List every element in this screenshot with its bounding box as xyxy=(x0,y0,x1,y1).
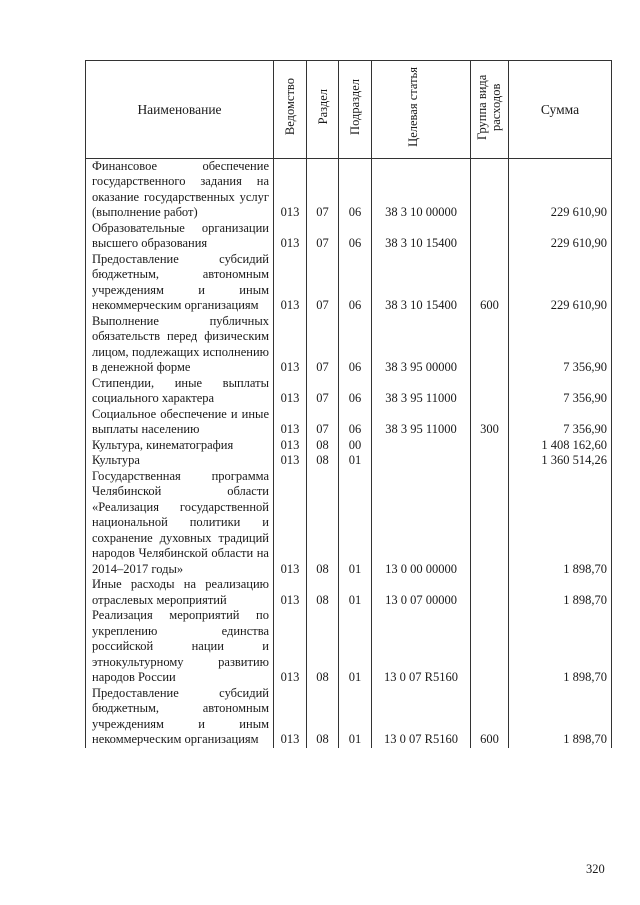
row-razdel: 07 xyxy=(307,252,339,314)
table-row xyxy=(86,314,612,376)
row-gruppa xyxy=(471,577,509,608)
header-podrazdel: Подраздел xyxy=(339,61,372,159)
row-gruppa xyxy=(471,438,509,454)
row-vedomstvo: 013 xyxy=(274,221,307,252)
row-summa: 1 360 514,26 xyxy=(509,453,612,469)
row-podrazdel: 06 xyxy=(339,252,372,314)
row-podrazdel: 01 xyxy=(339,608,372,686)
row-celevaya: 13 0 07 R5160 xyxy=(372,608,471,686)
row-vedomstvo: 013 xyxy=(274,252,307,314)
row-podrazdel: 01 xyxy=(339,686,372,748)
row-podrazdel: 01 xyxy=(339,453,372,469)
row-summa: 7 356,90 xyxy=(509,314,612,376)
row-razdel: 08 xyxy=(307,577,339,608)
table-row xyxy=(86,608,612,686)
row-name: Образовательные организации высшего образования xyxy=(86,221,274,252)
row-celevaya: 38 3 95 11000 xyxy=(372,376,471,407)
row-gruppa: 300 xyxy=(471,407,509,438)
row-name: Культура xyxy=(86,453,274,469)
row-gruppa: 600 xyxy=(471,686,509,748)
row-vedomstvo: 013 xyxy=(274,608,307,686)
header-summa: Сумма xyxy=(509,61,612,159)
table-row xyxy=(86,221,612,252)
row-summa: 1 898,70 xyxy=(509,577,612,608)
row-vedomstvo: 013 xyxy=(274,407,307,438)
row-podrazdel: 06 xyxy=(339,158,372,221)
row-celevaya: 13 0 07 00000 xyxy=(372,577,471,608)
table-row xyxy=(86,407,612,438)
header-razdel: Раздел xyxy=(307,61,339,159)
row-vedomstvo: 013 xyxy=(274,453,307,469)
row-vedomstvo: 013 xyxy=(274,438,307,454)
row-podrazdel: 01 xyxy=(339,469,372,578)
row-vedomstvo: 013 xyxy=(274,469,307,578)
row-name: Социальное обеспечение и иные выплаты населению xyxy=(86,407,274,438)
row-name: Государственная программа Челябинской области «Реализация государственной национальной политики и сохранение духовных традиций народов Челябинской области на 2014–2017 годы» xyxy=(86,469,274,578)
row-razdel: 08 xyxy=(307,453,339,469)
header-vedomstvo: Ведомство xyxy=(274,61,307,159)
row-name: Иные расходы на реализацию отраслевых мероприятий xyxy=(86,577,274,608)
row-name: Финансовое обеспечение государственного задания на оказание государственных услуг (выполнение работ) xyxy=(86,158,274,221)
row-celevaya: 38 3 10 15400 xyxy=(372,221,471,252)
row-summa: 1 898,70 xyxy=(509,608,612,686)
table-body xyxy=(86,158,612,748)
row-podrazdel: 06 xyxy=(339,314,372,376)
row-vedomstvo: 013 xyxy=(274,376,307,407)
header-name: Наименование xyxy=(86,61,274,159)
row-gruppa xyxy=(471,221,509,252)
row-celevaya: 38 3 10 00000 xyxy=(372,158,471,221)
row-gruppa xyxy=(471,469,509,578)
row-gruppa xyxy=(471,158,509,221)
row-summa: 229 610,90 xyxy=(509,158,612,221)
row-name: Культура, кинематография xyxy=(86,438,274,454)
header-celevaya: Целевая статья xyxy=(372,61,471,159)
row-razdel: 07 xyxy=(307,158,339,221)
row-name: Предоставление субсидий бюджетным, автономным учреждениям и иным некоммерческим организациям xyxy=(86,686,274,748)
row-summa: 7 356,90 xyxy=(509,407,612,438)
page-number: 320 xyxy=(586,862,605,876)
table-row xyxy=(86,686,612,748)
row-razdel: 07 xyxy=(307,376,339,407)
row-razdel: 08 xyxy=(307,438,339,454)
table-row xyxy=(86,453,612,469)
row-razdel: 07 xyxy=(307,314,339,376)
row-celevaya: 13 0 00 00000 xyxy=(372,469,471,578)
row-gruppa xyxy=(471,314,509,376)
row-podrazdel: 06 xyxy=(339,376,372,407)
table-row xyxy=(86,376,612,407)
table-row xyxy=(86,438,612,454)
row-celevaya: 38 3 95 00000 xyxy=(372,314,471,376)
row-vedomstvo: 013 xyxy=(274,158,307,221)
row-summa: 229 610,90 xyxy=(509,252,612,314)
row-name: Выполнение публичных обязательств перед физическим лицом, подлежащих исполнению в денежной форме xyxy=(86,314,274,376)
table-row xyxy=(86,577,612,608)
row-celevaya: 13 0 07 R5160 xyxy=(372,686,471,748)
row-gruppa xyxy=(471,453,509,469)
row-gruppa xyxy=(471,376,509,407)
row-vedomstvo: 013 xyxy=(274,577,307,608)
row-name: Реализация мероприятий по укреплению единства российской нации и этнокультурному развитию народов России xyxy=(86,608,274,686)
row-razdel: 08 xyxy=(307,608,339,686)
row-celevaya: 38 3 10 15400 xyxy=(372,252,471,314)
budget-table xyxy=(85,60,612,748)
row-summa: 1 898,70 xyxy=(509,686,612,748)
row-name: Предоставление субсидий бюджетным, автономным учреждениям и иным некоммерческим организациям xyxy=(86,252,274,314)
row-summa: 1 408 162,60 xyxy=(509,438,612,454)
row-podrazdel: 06 xyxy=(339,407,372,438)
row-summa: 1 898,70 xyxy=(509,469,612,578)
row-celevaya xyxy=(372,453,471,469)
row-name: Стипендии, иные выплаты социального характера xyxy=(86,376,274,407)
row-gruppa: 600 xyxy=(471,252,509,314)
row-celevaya: 38 3 95 11000 xyxy=(372,407,471,438)
row-summa: 7 356,90 xyxy=(509,376,612,407)
table-row xyxy=(86,158,612,221)
row-razdel: 08 xyxy=(307,686,339,748)
row-celevaya xyxy=(372,438,471,454)
row-podrazdel: 01 xyxy=(339,577,372,608)
row-razdel: 07 xyxy=(307,407,339,438)
row-razdel: 07 xyxy=(307,221,339,252)
row-razdel: 08 xyxy=(307,469,339,578)
row-podrazdel: 06 xyxy=(339,221,372,252)
row-gruppa xyxy=(471,608,509,686)
row-vedomstvo: 013 xyxy=(274,686,307,748)
row-vedomstvo: 013 xyxy=(274,314,307,376)
table-row xyxy=(86,469,612,578)
table-header xyxy=(86,61,612,159)
header-gruppa: Группа вида расходов xyxy=(471,61,509,159)
row-summa: 229 610,90 xyxy=(509,221,612,252)
row-podrazdel: 00 xyxy=(339,438,372,454)
table-row xyxy=(86,252,612,314)
